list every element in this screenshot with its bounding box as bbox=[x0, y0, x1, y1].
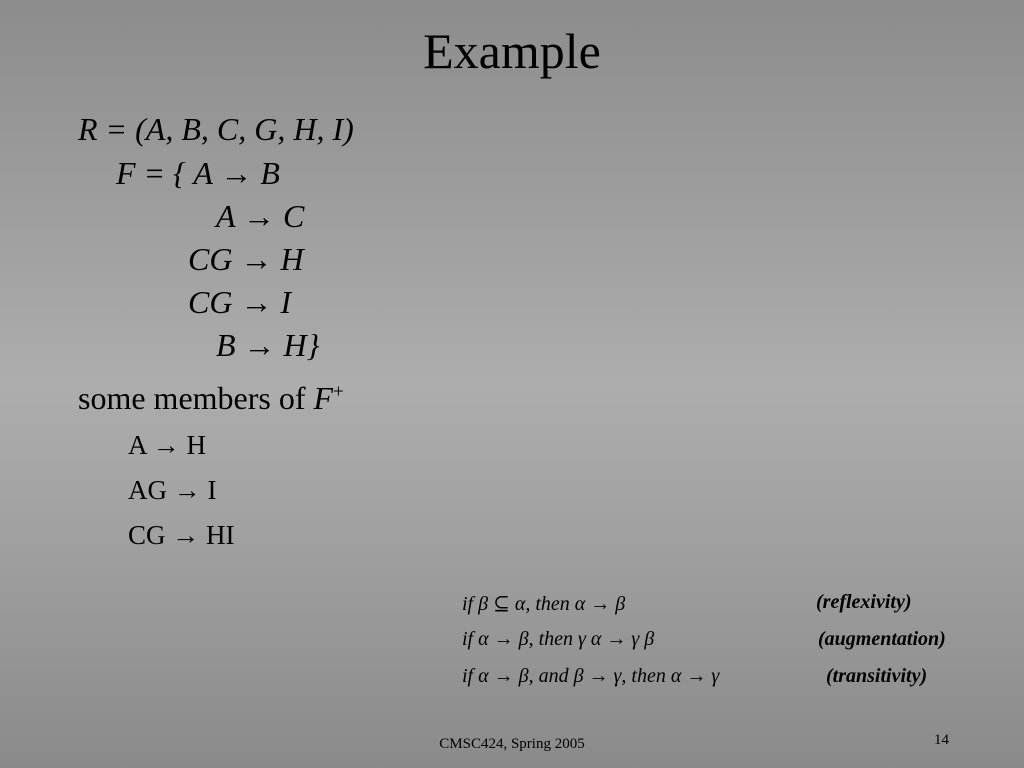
closure-member: A → H bbox=[128, 430, 207, 460]
relation-schema: R = (A, B, C, G, H, I) bbox=[78, 111, 354, 147]
page-number: 14 bbox=[934, 732, 949, 748]
closure-member: CG → HI bbox=[128, 520, 235, 550]
rule-name: (reflexivity) bbox=[816, 591, 912, 613]
armstrong-rule: if α → β, and β → γ, then α → γ bbox=[462, 665, 720, 687]
fd-line: A → C bbox=[216, 198, 305, 234]
armstrong-rule: if α → β, then γ α → γ β bbox=[462, 628, 655, 650]
fd-line: CG → H bbox=[188, 241, 304, 277]
closure-heading-text: some members of bbox=[78, 380, 314, 416]
closure-member: AG → I bbox=[128, 475, 217, 505]
fd-line: CG → I bbox=[188, 284, 292, 320]
rule-name: (transitivity) bbox=[826, 665, 928, 687]
rule-name: (augmentation) bbox=[818, 628, 946, 650]
closure-sup: + bbox=[333, 381, 344, 403]
fd-set-open: F = { A → B bbox=[116, 155, 280, 191]
fd-line: B → H} bbox=[216, 327, 320, 363]
footer-course: CMSC424, Spring 2005 bbox=[439, 736, 585, 752]
slide-title: Example bbox=[423, 23, 601, 79]
closure-heading bbox=[78, 380, 344, 417]
closure-var: F bbox=[313, 380, 334, 416]
armstrong-rule: if β ⊆ α, then α → β bbox=[462, 593, 626, 615]
